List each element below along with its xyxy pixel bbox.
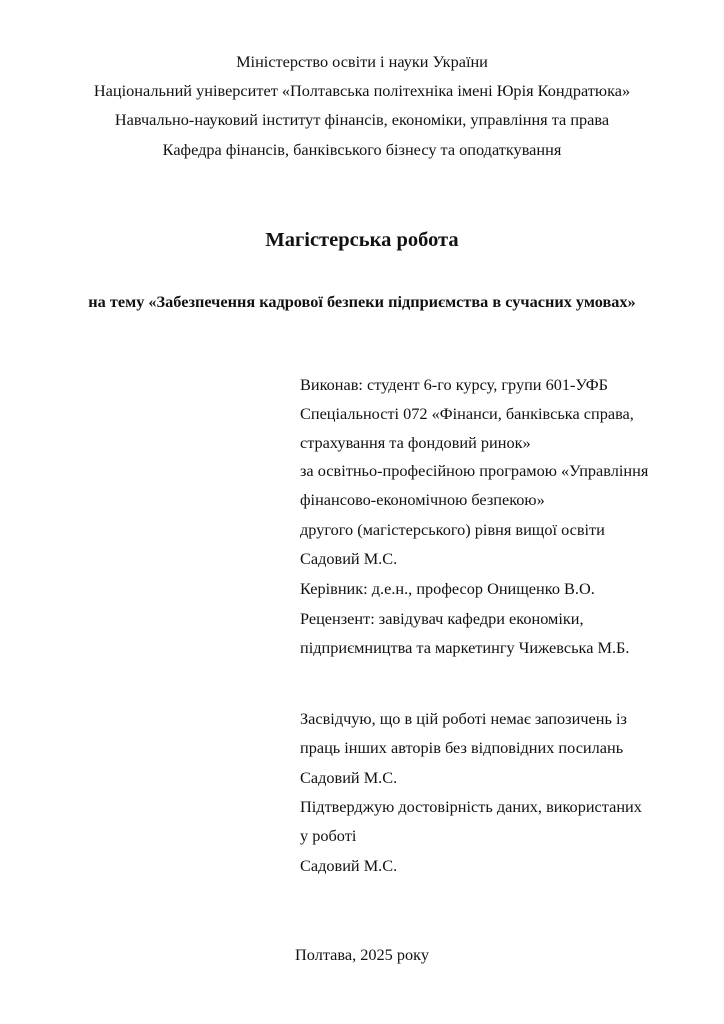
institute-line: Навчально-науковий інститут фінансів, економіки, управління та права xyxy=(114,110,610,129)
author-line: Рецензент: завідувач кафедри економіки, xyxy=(300,609,584,628)
declaration-line: Підтверджую достовірність даних, використаних xyxy=(300,797,642,816)
author-line: фінансово-економічною безпекою» xyxy=(300,490,545,509)
author-line: другого (магістерського) рівня вищої освіти xyxy=(300,520,605,539)
place-and-year: Полтава, 2025 року xyxy=(295,945,429,964)
document-title: Магістерська робота xyxy=(265,229,459,251)
declaration-line: Засвідчую, що в цій роботі немає запозичень із xyxy=(300,709,627,728)
author-line: за освітньо-професійною програмою «Управління xyxy=(300,461,649,480)
thesis-topic: на тему «Забезпечення кадрової безпеки підприємства в сучасних умовах» xyxy=(88,292,636,311)
declaration-line: Садовий М.С. xyxy=(300,856,398,875)
author-line: страхування та фондовий ринок» xyxy=(300,433,531,452)
author-line: Садовий М.С. xyxy=(300,549,398,568)
university-line: Національний університет «Полтавська політехніка імені Юрія Кондратюка» xyxy=(93,81,631,100)
author-line: підприємництва та маркетингу Чижевська М.Б. xyxy=(300,638,630,657)
ministry-line: Міністерство освіти і науки України xyxy=(236,52,488,71)
declaration-line: у роботі xyxy=(300,826,357,845)
author-line: Керівник: д.е.н., професор Онищенко В.О. xyxy=(300,579,595,598)
declaration-line: Садовий М.С. xyxy=(300,768,398,787)
department-line: Кафедра фінансів, банківського бізнесу та оподаткування xyxy=(162,140,562,159)
declaration-line: праць інших авторів без відповідних посилань xyxy=(300,738,624,757)
author-line: Виконав: студент 6-го курсу, групи 601-УФБ xyxy=(300,375,608,394)
author-line: Спеціальності 072 «Фінанси, банківська справа, xyxy=(300,404,634,423)
